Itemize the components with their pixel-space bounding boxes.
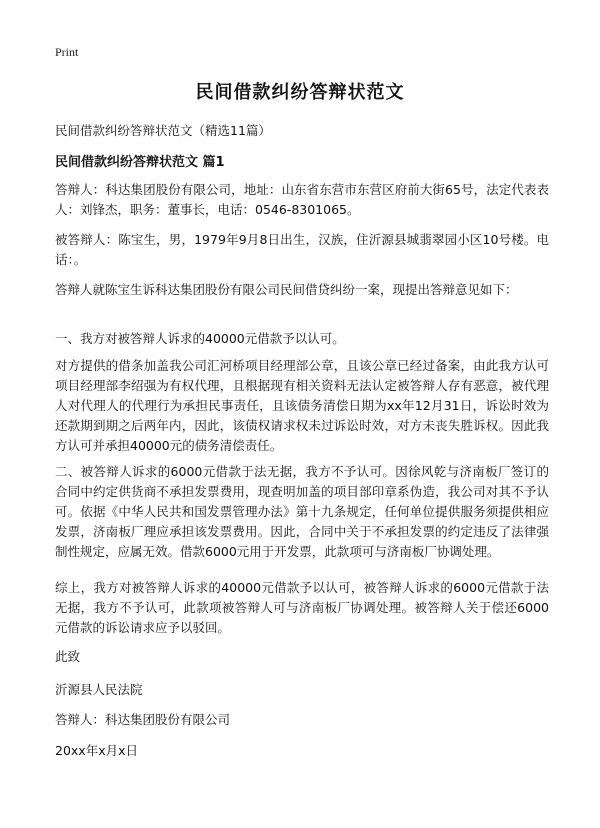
print-link[interactable]: Print (55, 45, 79, 59)
court-name: 沂源县人民法院 (55, 682, 143, 697)
document-subtitle: 民间借款纠纷答辩状范文（精选11篇） (55, 123, 271, 138)
closing-salutation: 此致 (55, 649, 81, 664)
section-heading: 民间借款纠纷答辩状范文 篇1 (55, 155, 225, 170)
intro-paragraph: 答辩人就陈宝生诉科达集团股份有限公司民间借贷纠纷一案，现提出答辩意见如下： (55, 282, 518, 297)
signer-line: 答辩人：科达集团股份有限公司 (55, 712, 231, 727)
defendant-paragraph: 被答辩人：陈宝生，男，1979年9月8日出生，汉族，住沂源县城翡翠园小区10号楼。电话：。 (55, 232, 549, 267)
summary-paragraph: 综上，我方对被答辩人诉求的40000元借款予以认可，被答辩人诉求的6000元借款于法无据，我方不予认可，此款项被答辩人可与济南板厂协调处理。被答辩人关于偿还6000元借款的诉讼请求应予以驳回。 (55, 580, 549, 635)
point-one-heading: 一、我方对被答辩人诉求的40000元借款予以认可。 (55, 331, 345, 346)
date-line: 20xx年x月x日 (55, 743, 138, 758)
point-two-paragraph: 二、被答辩人诉求的6000元借款于法无据，我方不予认可。因徐风乾与济南板厂签订的合同中约定供货商不承担发票费用，现查明加盖的项目部印章系伪造，我公司对其不予认可。依据《中华人民共和国发票管理办法》第十九条规定，任何单位提供服务须提供相应发票，济南板厂理应承担该发票费用。因此，合同中关于不承担发票的约定违反了法律强制性规定，应属无效。借款6000元用于开发票，此款项可与济南板厂协调处理。 (55, 464, 549, 559)
page-title: 民间借款纠纷答辩状范文 (195, 82, 405, 103)
point-one-detail-paragraph: 对方提供的借条加盖我公司汇河桥项目经理部公章，且该公章已经过备案，由此我方认可项目经理部李绍强为有权代理，且根据现有相关资料无法认定被答辩人存有恶意，被代理人对代理人的代理行为承担民事责任，且该债务清偿日期为xx年12月31日，诉讼时效为还款期到期之后两年内，因此，该债权请求权未过诉讼时效，对方未丧失胜诉权。因此我方认可并承担40000元的债务清偿责任。 (55, 358, 549, 453)
respondent-paragraph: 答辩人：科达集团股份有限公司，地址：山东省东营市东营区府前大街65号，法定代表表人：刘锋杰，职务：董事长，电话：0546-8301065。 (55, 182, 549, 217)
